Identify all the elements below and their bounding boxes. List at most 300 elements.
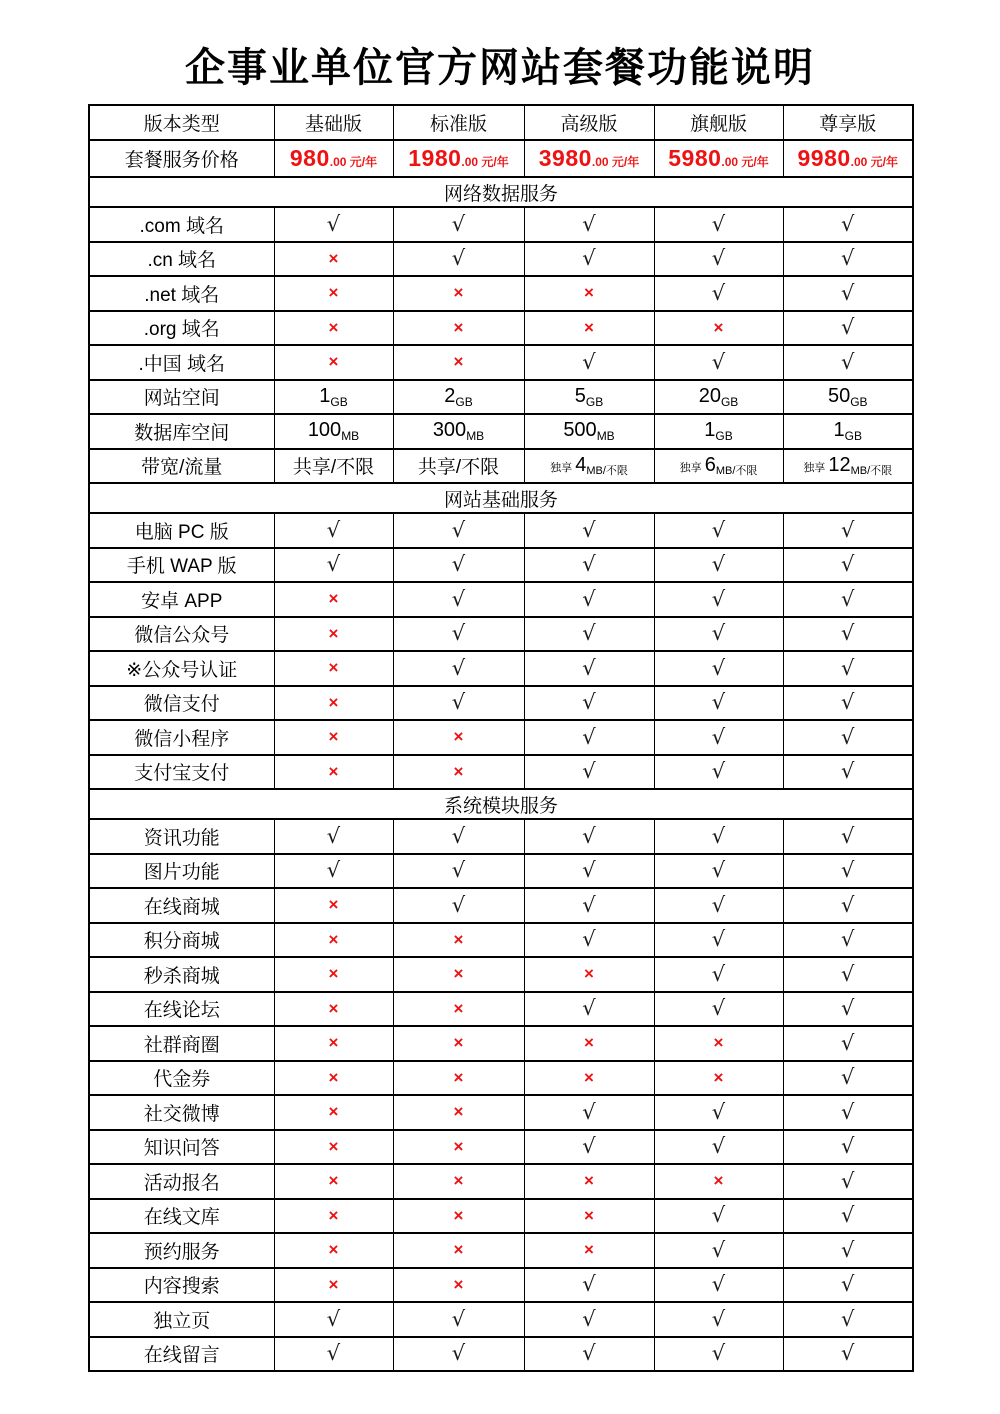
check-icon: √ (841, 690, 855, 715)
check-icon: √ (711, 1272, 726, 1297)
column-header-version-type: 版本类型 (89, 105, 274, 140)
feature-label: .net 域名 (89, 276, 274, 311)
cross-icon: × (328, 998, 339, 1018)
feature-label: 带宽/流量 (89, 449, 274, 484)
feature-cell (274, 345, 393, 380)
cross-icon: × (453, 727, 464, 747)
feature-label: .com 域名 (89, 207, 274, 242)
feature-cell (393, 345, 524, 380)
cross-icon: × (328, 761, 339, 781)
check-icon: √ (582, 517, 596, 542)
cross-icon: × (328, 1033, 339, 1053)
check-icon: √ (711, 1341, 726, 1366)
cross-icon: × (328, 692, 339, 712)
feature-cell (783, 720, 913, 755)
price-cell: 980.00 元/年 (274, 140, 393, 177)
feature-cell (783, 1095, 913, 1130)
feature-row (89, 720, 913, 755)
cross-icon: × (328, 727, 339, 747)
cross-icon: × (328, 1102, 339, 1122)
feature-label: .中国 域名 (89, 345, 274, 380)
feature-label: 支付宝支付 (89, 755, 274, 790)
feature-cell (274, 720, 393, 755)
feature-cell (783, 345, 913, 380)
check-icon: √ (711, 280, 726, 305)
cross-icon: × (328, 658, 339, 678)
check-icon: √ (451, 552, 466, 577)
feature-cell (524, 888, 654, 923)
cross-icon: × (453, 317, 464, 337)
feature-cell (274, 854, 393, 889)
cell-text: 共享/不限 (292, 457, 375, 479)
check-icon: √ (711, 996, 726, 1021)
feature-row (89, 345, 913, 380)
feature-cell (393, 449, 524, 484)
feature-cell (524, 1337, 654, 1372)
feature-cell (393, 1026, 524, 1061)
feature-cell (524, 819, 654, 854)
feature-cell (524, 242, 654, 277)
feature-cell (393, 242, 524, 277)
check-icon: √ (326, 1341, 341, 1366)
feature-cell (783, 888, 913, 923)
cross-icon: × (584, 317, 594, 337)
feature-cell (524, 617, 654, 652)
check-icon: √ (326, 211, 341, 236)
feature-row (89, 1061, 913, 1096)
cross-icon: × (453, 1171, 464, 1191)
feature-cell (783, 617, 913, 652)
feature-cell (274, 686, 393, 721)
check-icon: √ (451, 586, 466, 611)
feature-cell (524, 1302, 654, 1337)
feature-cell (783, 686, 913, 721)
feature-cell (783, 548, 913, 583)
check-icon: √ (582, 211, 596, 236)
check-icon: √ (582, 690, 596, 715)
feature-cell (274, 1026, 393, 1061)
feature-cell (654, 617, 783, 652)
cross-icon: × (453, 1067, 464, 1087)
feature-label: 微信支付 (89, 686, 274, 721)
column-header-edition-4: 尊享版 (783, 105, 913, 140)
feature-cell (654, 992, 783, 1027)
feature-cell (393, 414, 524, 449)
check-icon: √ (451, 1306, 466, 1331)
feature-cell (524, 1095, 654, 1130)
check-icon: √ (841, 759, 855, 784)
cross-icon: × (453, 1033, 464, 1053)
feature-cell (393, 1199, 524, 1234)
feature-cell (524, 380, 654, 415)
feature-label: 资讯功能 (89, 819, 274, 854)
capacity-value: $100_{MB}$ (307, 419, 360, 444)
check-icon: √ (711, 349, 726, 374)
feature-cell (274, 311, 393, 346)
check-icon: √ (841, 892, 855, 917)
feature-row (89, 854, 913, 889)
check-icon: √ (711, 961, 726, 986)
feature-row (89, 1233, 913, 1268)
feature-cell (783, 1199, 913, 1234)
check-icon: √ (841, 724, 855, 749)
price-cell: 1980.00 元/年 (393, 140, 524, 177)
cross-icon: × (328, 352, 339, 372)
feature-row (89, 755, 913, 790)
cross-icon: × (713, 1171, 724, 1191)
price-cell: 5980.00 元/年 (654, 140, 783, 177)
check-icon: √ (451, 1341, 466, 1366)
package-table-body (89, 105, 913, 1371)
feature-cell (393, 276, 524, 311)
check-icon: √ (326, 858, 341, 883)
feature-cell (654, 242, 783, 277)
check-icon: √ (841, 349, 855, 374)
feature-row (89, 582, 913, 617)
feature-cell (274, 1302, 393, 1337)
check-icon: √ (711, 892, 726, 917)
bandwidth-value: 独享 6MB/不限 (679, 453, 758, 477)
feature-cell (393, 1233, 524, 1268)
feature-cell (524, 449, 654, 484)
feature-cell (654, 414, 783, 449)
feature-cell (654, 923, 783, 958)
feature-cell (654, 1233, 783, 1268)
feature-cell (393, 819, 524, 854)
check-icon: √ (841, 1168, 855, 1193)
cross-icon: × (328, 1136, 339, 1156)
check-icon: √ (326, 1306, 341, 1331)
cross-icon: × (328, 589, 339, 609)
cross-icon: × (328, 623, 339, 643)
feature-cell (393, 1268, 524, 1303)
cross-icon: × (328, 1274, 339, 1294)
feature-cell (783, 1026, 913, 1061)
feature-cell (524, 513, 654, 548)
cross-icon: × (453, 1240, 464, 1260)
feature-label: 微信公众号 (89, 617, 274, 652)
cross-icon: × (328, 1205, 339, 1225)
feature-cell (654, 819, 783, 854)
capacity-value: $2_{GB}$ (444, 384, 473, 409)
feature-cell (654, 651, 783, 686)
cross-icon: × (584, 1205, 594, 1225)
feature-label: 电脑 PC 版 (89, 513, 274, 548)
feature-cell (393, 380, 524, 415)
check-icon: √ (841, 586, 855, 611)
feature-label: 预约服务 (89, 1233, 274, 1268)
price-row (89, 140, 913, 177)
price-cell: 9980.00 元/年 (783, 140, 913, 177)
check-icon: √ (711, 823, 726, 848)
check-icon: √ (711, 690, 726, 715)
feature-cell (274, 1095, 393, 1130)
section-header: 网站基础服务 (89, 483, 913, 513)
page-title: 企事业单位官方网站套餐功能说明 (185, 46, 815, 90)
feature-label: 图片功能 (89, 854, 274, 889)
check-icon: √ (841, 1237, 855, 1262)
check-icon: √ (326, 517, 341, 542)
feature-cell (524, 923, 654, 958)
feature-label: 在线文库 (89, 1199, 274, 1234)
feature-cell (524, 1026, 654, 1061)
feature-cell (274, 513, 393, 548)
feature-cell (783, 957, 913, 992)
feature-label: 知识问答 (89, 1130, 274, 1165)
capacity-value: $5_{GB}$ (574, 384, 604, 409)
feature-cell (524, 345, 654, 380)
feature-cell (524, 582, 654, 617)
capacity-value: $1_{GB}$ (319, 384, 348, 409)
check-icon: √ (451, 517, 466, 542)
feature-cell (654, 720, 783, 755)
feature-cell (274, 1164, 393, 1199)
feature-cell (654, 276, 783, 311)
feature-row (89, 414, 913, 449)
cross-icon: × (328, 964, 339, 984)
feature-cell (524, 755, 654, 790)
cross-icon: × (584, 283, 594, 303)
check-icon: √ (711, 211, 726, 236)
feature-cell (654, 1061, 783, 1096)
feature-row (89, 380, 913, 415)
feature-row (89, 311, 913, 346)
feature-cell (524, 414, 654, 449)
feature-cell (393, 1164, 524, 1199)
feature-cell (274, 380, 393, 415)
feature-cell (524, 1164, 654, 1199)
feature-cell (654, 1095, 783, 1130)
feature-row (89, 1095, 913, 1130)
check-icon: √ (451, 823, 466, 848)
check-icon: √ (326, 552, 341, 577)
check-icon: √ (841, 1099, 855, 1124)
feature-cell (654, 345, 783, 380)
feature-cell (524, 276, 654, 311)
feature-cell (783, 449, 913, 484)
feature-cell (524, 1130, 654, 1165)
check-icon: √ (582, 823, 596, 848)
feature-label: 社交微博 (89, 1095, 274, 1130)
check-icon: √ (582, 892, 596, 917)
cross-icon: × (328, 1067, 339, 1087)
feature-label: 代金券 (89, 1061, 274, 1096)
check-icon: √ (451, 621, 466, 646)
feature-cell (524, 1061, 654, 1096)
check-icon: √ (582, 927, 596, 952)
feature-row (89, 923, 913, 958)
feature-label: 积分商城 (89, 923, 274, 958)
capacity-value: $50_{GB}$ (827, 384, 868, 409)
feature-cell (274, 449, 393, 484)
feature-cell (654, 854, 783, 889)
cross-icon: × (328, 283, 339, 303)
feature-label: ※公众号认证 (89, 651, 274, 686)
feature-row (89, 888, 913, 923)
cross-icon: × (453, 352, 464, 372)
feature-cell (274, 888, 393, 923)
check-icon: √ (711, 1306, 726, 1331)
feature-cell (274, 651, 393, 686)
check-icon: √ (711, 858, 726, 883)
feature-cell (524, 548, 654, 583)
check-icon: √ (582, 996, 596, 1021)
feature-cell (654, 513, 783, 548)
section-header-row (89, 177, 913, 207)
capacity-value: $500_{MB}$ (563, 419, 615, 444)
feature-cell (393, 1095, 524, 1130)
feature-cell (783, 1337, 913, 1372)
cross-icon: × (584, 964, 594, 984)
feature-cell (783, 311, 913, 346)
check-icon: √ (841, 552, 855, 577)
feature-label: 秒杀商城 (89, 957, 274, 992)
check-icon: √ (711, 1237, 726, 1262)
feature-cell (274, 1233, 393, 1268)
feature-cell (393, 720, 524, 755)
feature-cell (783, 582, 913, 617)
feature-row (89, 819, 913, 854)
check-icon: √ (582, 349, 596, 374)
feature-row (89, 1026, 913, 1061)
feature-label: 安卓 APP (89, 582, 274, 617)
column-header-edition-3: 旗舰版 (654, 105, 783, 140)
cross-icon: × (453, 1205, 464, 1225)
feature-label: 数据库空间 (89, 414, 274, 449)
feature-cell (524, 854, 654, 889)
check-icon: √ (841, 211, 855, 236)
feature-cell (654, 548, 783, 583)
feature-cell (783, 819, 913, 854)
check-icon: √ (711, 724, 726, 749)
check-icon: √ (451, 892, 466, 917)
feature-cell (274, 755, 393, 790)
check-icon: √ (711, 586, 726, 611)
feature-cell (654, 755, 783, 790)
check-icon: √ (841, 927, 855, 952)
cross-icon: × (328, 895, 339, 915)
cross-icon: × (453, 1136, 464, 1156)
cell-text: 共享/不限 (417, 457, 500, 479)
feature-cell (783, 1233, 913, 1268)
feature-cell (393, 1061, 524, 1096)
check-icon: √ (711, 927, 726, 952)
check-icon: √ (841, 315, 855, 340)
cross-icon: × (584, 1240, 594, 1260)
feature-cell (524, 720, 654, 755)
feature-cell (274, 276, 393, 311)
feature-cell (274, 923, 393, 958)
price-cell: 3980.00 元/年 (524, 140, 654, 177)
feature-row (89, 548, 913, 583)
feature-cell (654, 957, 783, 992)
check-icon: √ (841, 655, 855, 680)
check-icon: √ (582, 1341, 596, 1366)
check-icon: √ (582, 552, 596, 577)
feature-cell (783, 755, 913, 790)
feature-row (89, 1268, 913, 1303)
feature-label: 内容搜索 (89, 1268, 274, 1303)
check-icon: √ (711, 759, 726, 784)
feature-cell (393, 1130, 524, 1165)
feature-cell (393, 888, 524, 923)
feature-cell (393, 1337, 524, 1372)
cross-icon: × (713, 1033, 724, 1053)
capacity-value: $1_{GB}$ (833, 419, 862, 444)
feature-row (89, 1130, 913, 1165)
check-icon: √ (451, 690, 466, 715)
check-icon: √ (582, 1306, 596, 1331)
feature-cell (393, 1302, 524, 1337)
check-icon: √ (582, 724, 596, 749)
feature-cell (524, 1199, 654, 1234)
cross-icon: × (584, 1067, 594, 1087)
feature-cell (654, 888, 783, 923)
bandwidth-value: 独享 4MB/不限 (550, 453, 628, 477)
feature-label: 活动报名 (89, 1164, 274, 1199)
feature-row (89, 992, 913, 1027)
feature-row (89, 242, 913, 277)
check-icon: √ (841, 961, 855, 986)
cross-icon: × (328, 1240, 339, 1260)
feature-row (89, 449, 913, 484)
feature-row (89, 1164, 913, 1199)
header-row (89, 105, 913, 140)
feature-row (89, 276, 913, 311)
feature-cell (783, 1164, 913, 1199)
feature-cell (393, 854, 524, 889)
feature-cell (274, 957, 393, 992)
check-icon: √ (582, 858, 596, 883)
cross-icon: × (453, 1274, 464, 1294)
cross-icon: × (453, 964, 464, 984)
feature-label: 社群商圈 (89, 1026, 274, 1061)
feature-label: 手机 WAP 版 (89, 548, 274, 583)
feature-cell (393, 513, 524, 548)
column-header-edition-0: 基础版 (274, 105, 393, 140)
cross-icon: × (328, 1171, 339, 1191)
check-icon: √ (711, 655, 726, 680)
feature-cell (654, 1026, 783, 1061)
feature-cell (274, 1130, 393, 1165)
feature-cell (783, 1302, 913, 1337)
check-icon: √ (841, 1272, 855, 1297)
feature-cell (393, 582, 524, 617)
feature-cell (274, 819, 393, 854)
feature-cell (524, 686, 654, 721)
feature-label: .org 域名 (89, 311, 274, 346)
feature-cell (274, 1061, 393, 1096)
check-icon: √ (326, 823, 341, 848)
feature-cell (274, 242, 393, 277)
feature-cell (783, 380, 913, 415)
check-icon: √ (841, 1306, 855, 1331)
check-icon: √ (841, 823, 855, 848)
cross-icon: × (453, 929, 464, 949)
check-icon: √ (711, 1134, 726, 1159)
feature-cell (654, 1164, 783, 1199)
check-icon: √ (841, 996, 855, 1021)
feature-cell (654, 1268, 783, 1303)
bandwidth-value: 独享 12MB/不限 (803, 453, 893, 477)
cross-icon: × (328, 248, 339, 268)
feature-cell (393, 957, 524, 992)
column-header-edition-1: 标准版 (393, 105, 524, 140)
cross-icon: × (713, 1067, 724, 1087)
check-icon: √ (711, 1203, 726, 1228)
feature-cell (783, 1061, 913, 1096)
check-icon: √ (711, 1099, 726, 1124)
